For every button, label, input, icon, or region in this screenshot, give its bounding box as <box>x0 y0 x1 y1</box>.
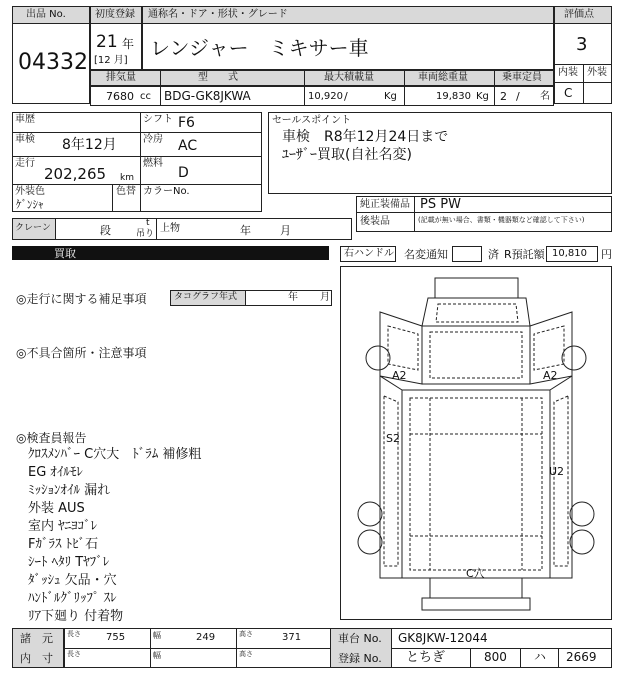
lot-label: 出品 No. <box>26 9 66 20</box>
capacity-slash: / <box>516 90 520 103</box>
name-change-cell <box>452 246 482 262</box>
defects-label: ◎不具合箇所・注意事項 <box>16 346 147 360</box>
chassis-label: 車台 No. <box>338 632 382 645</box>
details-row-1 <box>12 132 262 133</box>
top-equip-year: 年 <box>240 224 251 237</box>
footer-divider <box>12 648 612 649</box>
fuel-value: D <box>178 165 189 181</box>
details-row-3 <box>12 184 262 185</box>
color-code-label: カラーNo. <box>143 186 190 197</box>
max-load-unit: Kg <box>384 91 397 102</box>
mileage-label: 走行 <box>15 158 35 169</box>
registration-kana: ハ <box>534 650 547 664</box>
lot-number: 04332 <box>18 50 88 75</box>
details-split <box>140 112 141 212</box>
report-line: 室内 ﾔﾆﾖｺﾞﾚ <box>28 519 98 534</box>
capacity-value: 2 <box>500 90 507 103</box>
inspection-label: 車検 <box>15 134 35 145</box>
damage-mark: A2 <box>392 369 407 382</box>
spec-div-1 <box>160 70 161 106</box>
registration-number: 2669 <box>566 650 597 664</box>
max-load-slash: / <box>344 90 348 103</box>
vehicle-name: レンジャー ミキサー車 <box>150 36 369 60</box>
first-reg-year: 21 <box>96 32 118 52</box>
recycle-fee-value: 10,810 <box>552 248 587 259</box>
damage-mark: U2 <box>549 465 565 478</box>
tacho-month: 月 <box>320 292 330 303</box>
model-value: BDG-GK8JKWA <box>164 89 251 103</box>
report-line: ﾀﾞｯｼｭ 欠品・穴 <box>28 573 117 588</box>
mileage-unit: km <box>120 173 134 183</box>
details-row-2 <box>12 156 262 157</box>
sales-point-line1: 車検 R8年12月24日まで <box>282 129 449 145</box>
top-equip-month: 月 <box>280 224 291 237</box>
history-label: 車歴 <box>15 114 35 125</box>
footer-v2 <box>150 628 151 668</box>
grade-value: 3 <box>576 34 588 55</box>
interior-dims-label: 内 寸 <box>20 652 53 665</box>
crane-split <box>156 218 157 240</box>
ext-color-value: ｹﾞﾝｼｬ <box>16 198 44 211</box>
footer-v1 <box>64 628 65 668</box>
max-load-label: 最大積載量 <box>324 72 374 83</box>
aftermarket-note: (記載が無い場合、書類・機器類など確認して下さい) <box>418 216 585 224</box>
capacity-label: 乗車定員 <box>502 72 542 83</box>
report-line: Fｶﾞﾗｽ ﾄﾋﾞ石 <box>28 537 99 552</box>
model-label: 型 式 <box>198 72 238 83</box>
footer-v3 <box>236 628 237 668</box>
gross-weight-value: 19,830 <box>436 91 471 102</box>
damage-mark: A2 <box>543 369 558 382</box>
footer-v7 <box>558 648 559 668</box>
report-line: 外装 AUS <box>28 501 85 516</box>
crane-row <box>12 218 352 240</box>
recycle-fee-label: R預託額 <box>504 248 545 261</box>
ext-color-label: 外装色 <box>15 186 45 197</box>
report-line: ｼｰﾄ ﾍﾀﾘ Tﾔﾌﾞﾚ <box>28 555 110 570</box>
spec-div-3 <box>404 70 405 106</box>
exterior-label: 外装 <box>587 67 607 78</box>
spec-div-4 <box>494 70 495 106</box>
shift-value: F6 <box>178 115 195 131</box>
sales-point-line2: ﾕｰｻﾞｰ買取(自社名変) <box>282 147 412 163</box>
color-change-label: 色替 <box>116 186 136 197</box>
steering-value: 右ハンドル <box>344 248 394 259</box>
report-line: ﾐｯｼｮﾝｵｲﾙ 漏れ <box>28 483 111 498</box>
gross-weight-unit: Kg <box>476 91 489 102</box>
ac-value: AC <box>178 138 198 154</box>
tacho-year: 年 <box>288 292 298 303</box>
inspection-value: 8年12月 <box>62 137 117 153</box>
displacement-value: 7680 <box>106 90 134 103</box>
equipment-split <box>414 196 415 232</box>
equipment-divider <box>356 212 612 213</box>
damage-mark: C穴 <box>466 567 485 580</box>
crane-ton: t <box>146 218 150 228</box>
top-equip-label: 上物 <box>160 223 180 234</box>
first-reg-label: 初度登録 <box>95 9 135 20</box>
purchase-bar-rest <box>124 246 329 260</box>
registration-area: とちぎ <box>406 650 446 665</box>
driving-notes-label: ◎走行に関する補足事項 <box>16 292 147 306</box>
crane-stage: 段 <box>100 224 111 237</box>
interior-label: 内装 <box>558 67 578 78</box>
length-label: 長さ <box>67 630 81 638</box>
equipment-label: 純正装備品 <box>360 199 410 210</box>
in-length-label: 長さ <box>67 650 81 658</box>
aftermarket-label: 後装品 <box>360 216 390 227</box>
damage-mark: S2 <box>386 432 400 445</box>
sales-point-label: セールスポイント <box>272 115 352 126</box>
color-no-split <box>112 184 113 212</box>
purchase-label: 買取 <box>54 247 76 260</box>
width-value: 249 <box>196 632 216 643</box>
shift-label: シフト <box>143 114 173 125</box>
chassis-value: GK8JKW-12044 <box>398 631 488 645</box>
equipment-value: PS PW <box>420 197 461 212</box>
first-reg-month: [12 月] <box>94 55 128 66</box>
report-line: ﾘｱ下廻り 付着物 <box>28 609 124 624</box>
report-line: EG ｵｲﾙﾓﾚ <box>28 465 83 480</box>
crane-label: クレーン <box>15 223 51 233</box>
gross-weight-label: 車両総重量 <box>418 72 468 83</box>
dims-label: 諸 元 <box>20 632 53 645</box>
displacement-label: 排気量 <box>106 72 136 83</box>
registration-label: 登録 No. <box>338 652 382 665</box>
width-label: 幅 <box>153 631 161 640</box>
height-label: 高さ <box>239 630 253 638</box>
in-height-label: 高さ <box>239 650 253 658</box>
length-value: 755 <box>106 632 126 643</box>
crane-hang: 吊り <box>136 229 155 239</box>
grade-label: 評価点 <box>564 9 594 20</box>
height-value: 371 <box>282 632 302 643</box>
details-grid <box>12 112 262 212</box>
fuel-label: 燃料 <box>143 158 163 169</box>
spec-div-2 <box>304 70 305 106</box>
grade-sub-divider <box>554 82 612 83</box>
footer-v6 <box>520 648 521 668</box>
report-line: ﾊﾝﾄﾞﾙｸﾞﾘｯﾌﾟ ｽﾚ <box>28 591 117 606</box>
registration-class: 800 <box>484 650 507 664</box>
inspector-report-label: ◎検査員報告 <box>16 431 87 445</box>
footer-v5 <box>470 648 471 668</box>
mileage-value: 202,265 <box>44 165 107 183</box>
recycle-status: 済 <box>488 248 499 261</box>
capacity-unit: 名 <box>540 91 550 102</box>
name-change-label: 名変通知 <box>404 248 448 261</box>
tacho-label: タコグラフ年式 <box>174 292 238 302</box>
recycle-fee-yen: 円 <box>601 248 612 261</box>
ac-label: 冷房 <box>143 134 163 145</box>
interior-grade: C <box>564 86 573 100</box>
name-label: 通称名・ドア・形状・グレード <box>148 9 288 20</box>
grade-split <box>583 64 584 104</box>
report-line: ｸﾛｽﾒﾝﾊﾞｰ C穴大 ﾄﾞﾗﾑ 補修粗 <box>28 447 202 462</box>
first-reg-year-char: 年 <box>122 37 135 51</box>
in-width-label: 幅 <box>153 651 161 660</box>
displacement-unit: cc <box>140 91 151 102</box>
max-load-value: 10,920 <box>308 91 343 102</box>
